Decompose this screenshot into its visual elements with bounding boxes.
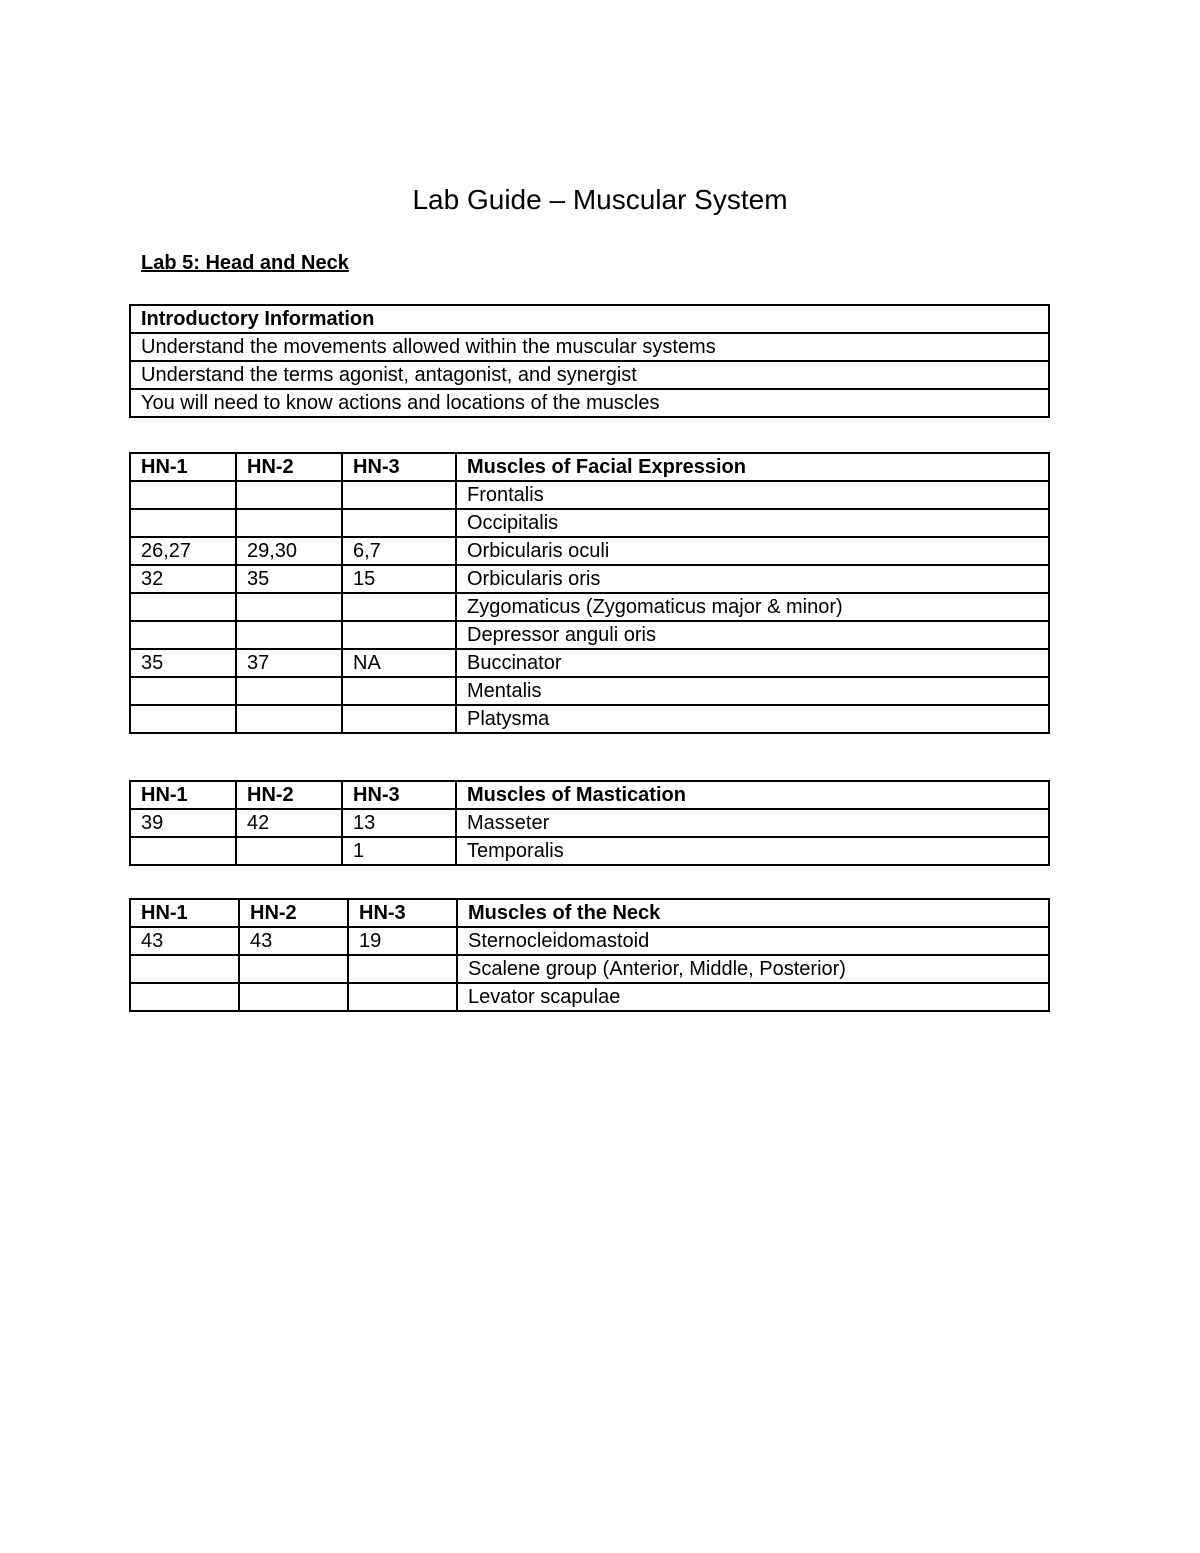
- cell-hn3: [342, 593, 456, 621]
- cell-muscle: Sternocleidomastoid: [457, 927, 1049, 955]
- cell-hn1: [130, 955, 239, 983]
- cell-hn2: [239, 983, 348, 1011]
- cell-hn2: [236, 621, 342, 649]
- cell-hn2: [236, 677, 342, 705]
- header-cell-muscle: Muscles of Mastication: [456, 781, 1049, 809]
- cell-hn2: 43: [239, 927, 348, 955]
- cell-hn3: 15: [342, 565, 456, 593]
- table-row: [130, 537, 1049, 565]
- cell-muscle: Masseter: [456, 809, 1049, 837]
- header-cell-hn2: HN-2: [236, 781, 342, 809]
- intro-cell: Understand the movements allowed within the muscular systems: [130, 333, 1049, 361]
- intro-row: [130, 389, 1049, 417]
- cell-hn2: [239, 955, 348, 983]
- cell-hn2: [236, 481, 342, 509]
- lab-heading: Lab 5: Head and Neck: [141, 252, 349, 274]
- page-title: Lab Guide – Muscular System: [412, 184, 788, 215]
- cell-muscle: Platysma: [456, 705, 1049, 733]
- cell-hn3: 1: [342, 837, 456, 865]
- table-row: [130, 927, 1049, 955]
- cell-hn2: [236, 837, 342, 865]
- facial-expression-table: [129, 452, 1050, 734]
- table-row: [130, 621, 1049, 649]
- header-cell-muscle: Muscles of Facial Expression: [456, 453, 1049, 481]
- table-row: [130, 677, 1049, 705]
- cell-hn2: 42: [236, 809, 342, 837]
- intro-cell: Understand the terms agonist, antagonist, and synergist: [130, 361, 1049, 389]
- cell-hn2: 37: [236, 649, 342, 677]
- cell-hn3: 19: [348, 927, 457, 955]
- cell-hn3: [348, 955, 457, 983]
- table-header-row: [130, 899, 1049, 927]
- intro-row: [130, 333, 1049, 361]
- cell-hn1: 32: [130, 565, 236, 593]
- cell-hn2: 29,30: [236, 537, 342, 565]
- intro-header-row: [130, 305, 1049, 333]
- table-row: [130, 705, 1049, 733]
- header-cell-hn3: HN-3: [342, 453, 456, 481]
- cell-hn2: [236, 705, 342, 733]
- cell-hn3: [342, 621, 456, 649]
- table-header-row: [130, 781, 1049, 809]
- cell-muscle: Orbicularis oris: [456, 565, 1049, 593]
- table-row: [130, 593, 1049, 621]
- cell-hn1: [130, 621, 236, 649]
- cell-muscle: Zygomaticus (Zygomaticus major & minor): [456, 593, 1049, 621]
- cell-hn1: [130, 677, 236, 705]
- cell-hn3: [342, 509, 456, 537]
- cell-muscle: Scalene group (Anterior, Middle, Posterior): [457, 955, 1049, 983]
- table-row: [130, 809, 1049, 837]
- header-cell-hn1: HN-1: [130, 781, 236, 809]
- cell-hn1: 35: [130, 649, 236, 677]
- cell-hn3: [342, 677, 456, 705]
- cell-muscle: Frontalis: [456, 481, 1049, 509]
- neck-muscles-table: [129, 898, 1050, 1012]
- header-cell-hn2: HN-2: [236, 453, 342, 481]
- header-cell-hn1: HN-1: [130, 899, 239, 927]
- cell-hn3: [342, 705, 456, 733]
- cell-hn1: [130, 983, 239, 1011]
- intro-row: [130, 361, 1049, 389]
- table-row: [130, 565, 1049, 593]
- table-row: [130, 983, 1049, 1011]
- cell-hn2: [236, 593, 342, 621]
- header-cell-hn3: HN-3: [348, 899, 457, 927]
- cell-hn1: 39: [130, 809, 236, 837]
- cell-muscle: Levator scapulae: [457, 983, 1049, 1011]
- cell-hn1: [130, 705, 236, 733]
- table-row: [130, 955, 1049, 983]
- table-row: [130, 509, 1049, 537]
- cell-hn3: [348, 983, 457, 1011]
- cell-hn3: 13: [342, 809, 456, 837]
- table-row: [130, 837, 1049, 865]
- header-cell-muscle: Muscles of the Neck: [457, 899, 1049, 927]
- cell-muscle: Depressor anguli oris: [456, 621, 1049, 649]
- table-header-row: [130, 453, 1049, 481]
- cell-muscle: Orbicularis oculi: [456, 537, 1049, 565]
- cell-hn1: [130, 509, 236, 537]
- cell-hn3: [342, 481, 456, 509]
- cell-muscle: Mentalis: [456, 677, 1049, 705]
- cell-muscle: Buccinator: [456, 649, 1049, 677]
- header-cell-hn2: HN-2: [239, 899, 348, 927]
- cell-hn2: [236, 509, 342, 537]
- cell-muscle: Occipitalis: [456, 509, 1049, 537]
- cell-hn1: [130, 837, 236, 865]
- header-cell-hn1: HN-1: [130, 453, 236, 481]
- table-row: [130, 481, 1049, 509]
- header-cell-hn3: HN-3: [342, 781, 456, 809]
- cell-hn1: 43: [130, 927, 239, 955]
- cell-hn3: 6,7: [342, 537, 456, 565]
- intro-cell: You will need to know actions and locations of the muscles: [130, 389, 1049, 417]
- table-row: [130, 649, 1049, 677]
- mastication-table: [129, 780, 1050, 866]
- cell-hn1: [130, 481, 236, 509]
- cell-muscle: Temporalis: [456, 837, 1049, 865]
- intro-header-cell: Introductory Information: [130, 305, 1049, 333]
- cell-hn3: NA: [342, 649, 456, 677]
- cell-hn2: 35: [236, 565, 342, 593]
- cell-hn1: [130, 593, 236, 621]
- intro-table: [129, 304, 1050, 418]
- cell-hn1: 26,27: [130, 537, 236, 565]
